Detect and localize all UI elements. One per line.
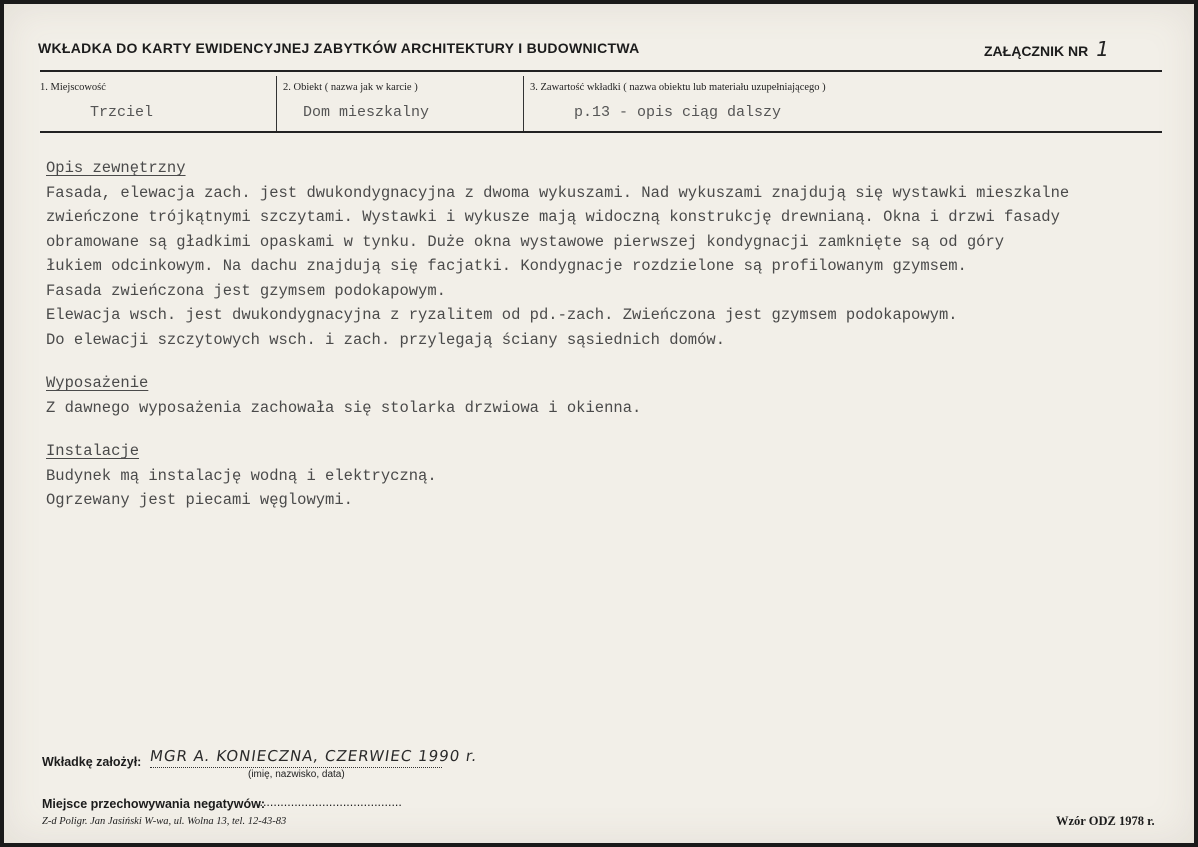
body-line: Do elewacji szczytowych wsch. i zach. przylegają ściany sąsiednich domów. (46, 330, 726, 349)
annex-label: ZAŁĄCZNIK NR (984, 43, 1089, 59)
body-line: obramowane są gładkimi opaskami w tynku. Duże okna wystawowe pierwszej kondygnacji zamknięte są od góry (46, 232, 1005, 251)
header-rule-bottom (40, 131, 1162, 133)
field-divider (276, 76, 277, 131)
negatives-label: Miejsce przechowywania negatywów: (42, 797, 265, 811)
annex-number (984, 37, 1109, 61)
contents-label: 3. Zawartość wkładki ( nazwa obiektu lub materiału uzupełniającego ) (530, 82, 826, 93)
author-label: Wkładkę założył: (42, 755, 142, 769)
author-dotted-line (150, 767, 442, 768)
body-line: Elewacja wsch. jest dwukondygnacyjna z ryzalitem od pd.-zach. Zwieńczona jest gzymsem podokapowym. (46, 306, 958, 324)
section-heading-equipment: Wyposażenie (46, 374, 149, 392)
object-label: 2. Obiekt ( nazwa jak w karcie ) (283, 82, 418, 93)
section-heading-exterior: Opis zewnętrzny (46, 159, 186, 177)
card-title: WKŁADKA DO KARTY EWIDENCYJNEJ ZABYTKÓW ARCHITEKTURY I BUDOWNICTWA (38, 40, 640, 56)
field-divider (523, 76, 524, 131)
body-line: Fasada zwieńczona jest gzymsem podokapowym. (46, 281, 446, 300)
header-rule-top (40, 70, 1162, 72)
body-line: Ogrzewany jest piecami węglowymi. (46, 491, 353, 509)
annex-number-handwritten: 1 (1096, 37, 1109, 61)
form-pattern: Wzór ODZ 1978 r. (1056, 814, 1155, 828)
contents-value: p.13 - opis ciąg dalszy (574, 104, 782, 121)
body-line: Z dawnego wyposażenia zachowała się stolarka drzwiowa i okienna. (46, 398, 642, 417)
locality-value: Trzciel (90, 104, 154, 121)
author-hint: (imię, nazwisko, data) (248, 769, 345, 780)
object-value: Dom mieszkalny (303, 104, 430, 121)
section-heading-installations: Instalacje (46, 442, 140, 460)
body-line: łukiem odcinkowym. Na dachu znajdują się facjatki. Kondygnacje rozdzielone są profilowanym gzymsem. (46, 257, 967, 275)
body-line: Fasada, elewacja zach. jest dwukondygnacyjna z dwoma wykuszami. Nad wykuszami znajdują się wystawki mieszkalne (46, 183, 1070, 202)
body-line: Budynek mą instalację wodną i elektryczną. (46, 466, 437, 485)
printer-imprint: Z-d Poligr. Jan Jasiński W-wa, ul. Wolna 13, tel. 12-43-83 (42, 816, 287, 827)
negatives-dotted-line: .......................................... (256, 795, 402, 809)
locality-label: 1. Miejscowość (40, 82, 106, 93)
body-line: zwieńczone trójkątnymi szczytami. Wystawki i wykusze mają widoczną konstrukcję drewnianą. Okna i drzwi fasady (46, 208, 1060, 226)
author-handwritten: MGR A. KONIECZNA, CZERWIEC 1990 r. (148, 747, 479, 765)
record-card (4, 4, 1194, 843)
card-body (46, 156, 1166, 513)
